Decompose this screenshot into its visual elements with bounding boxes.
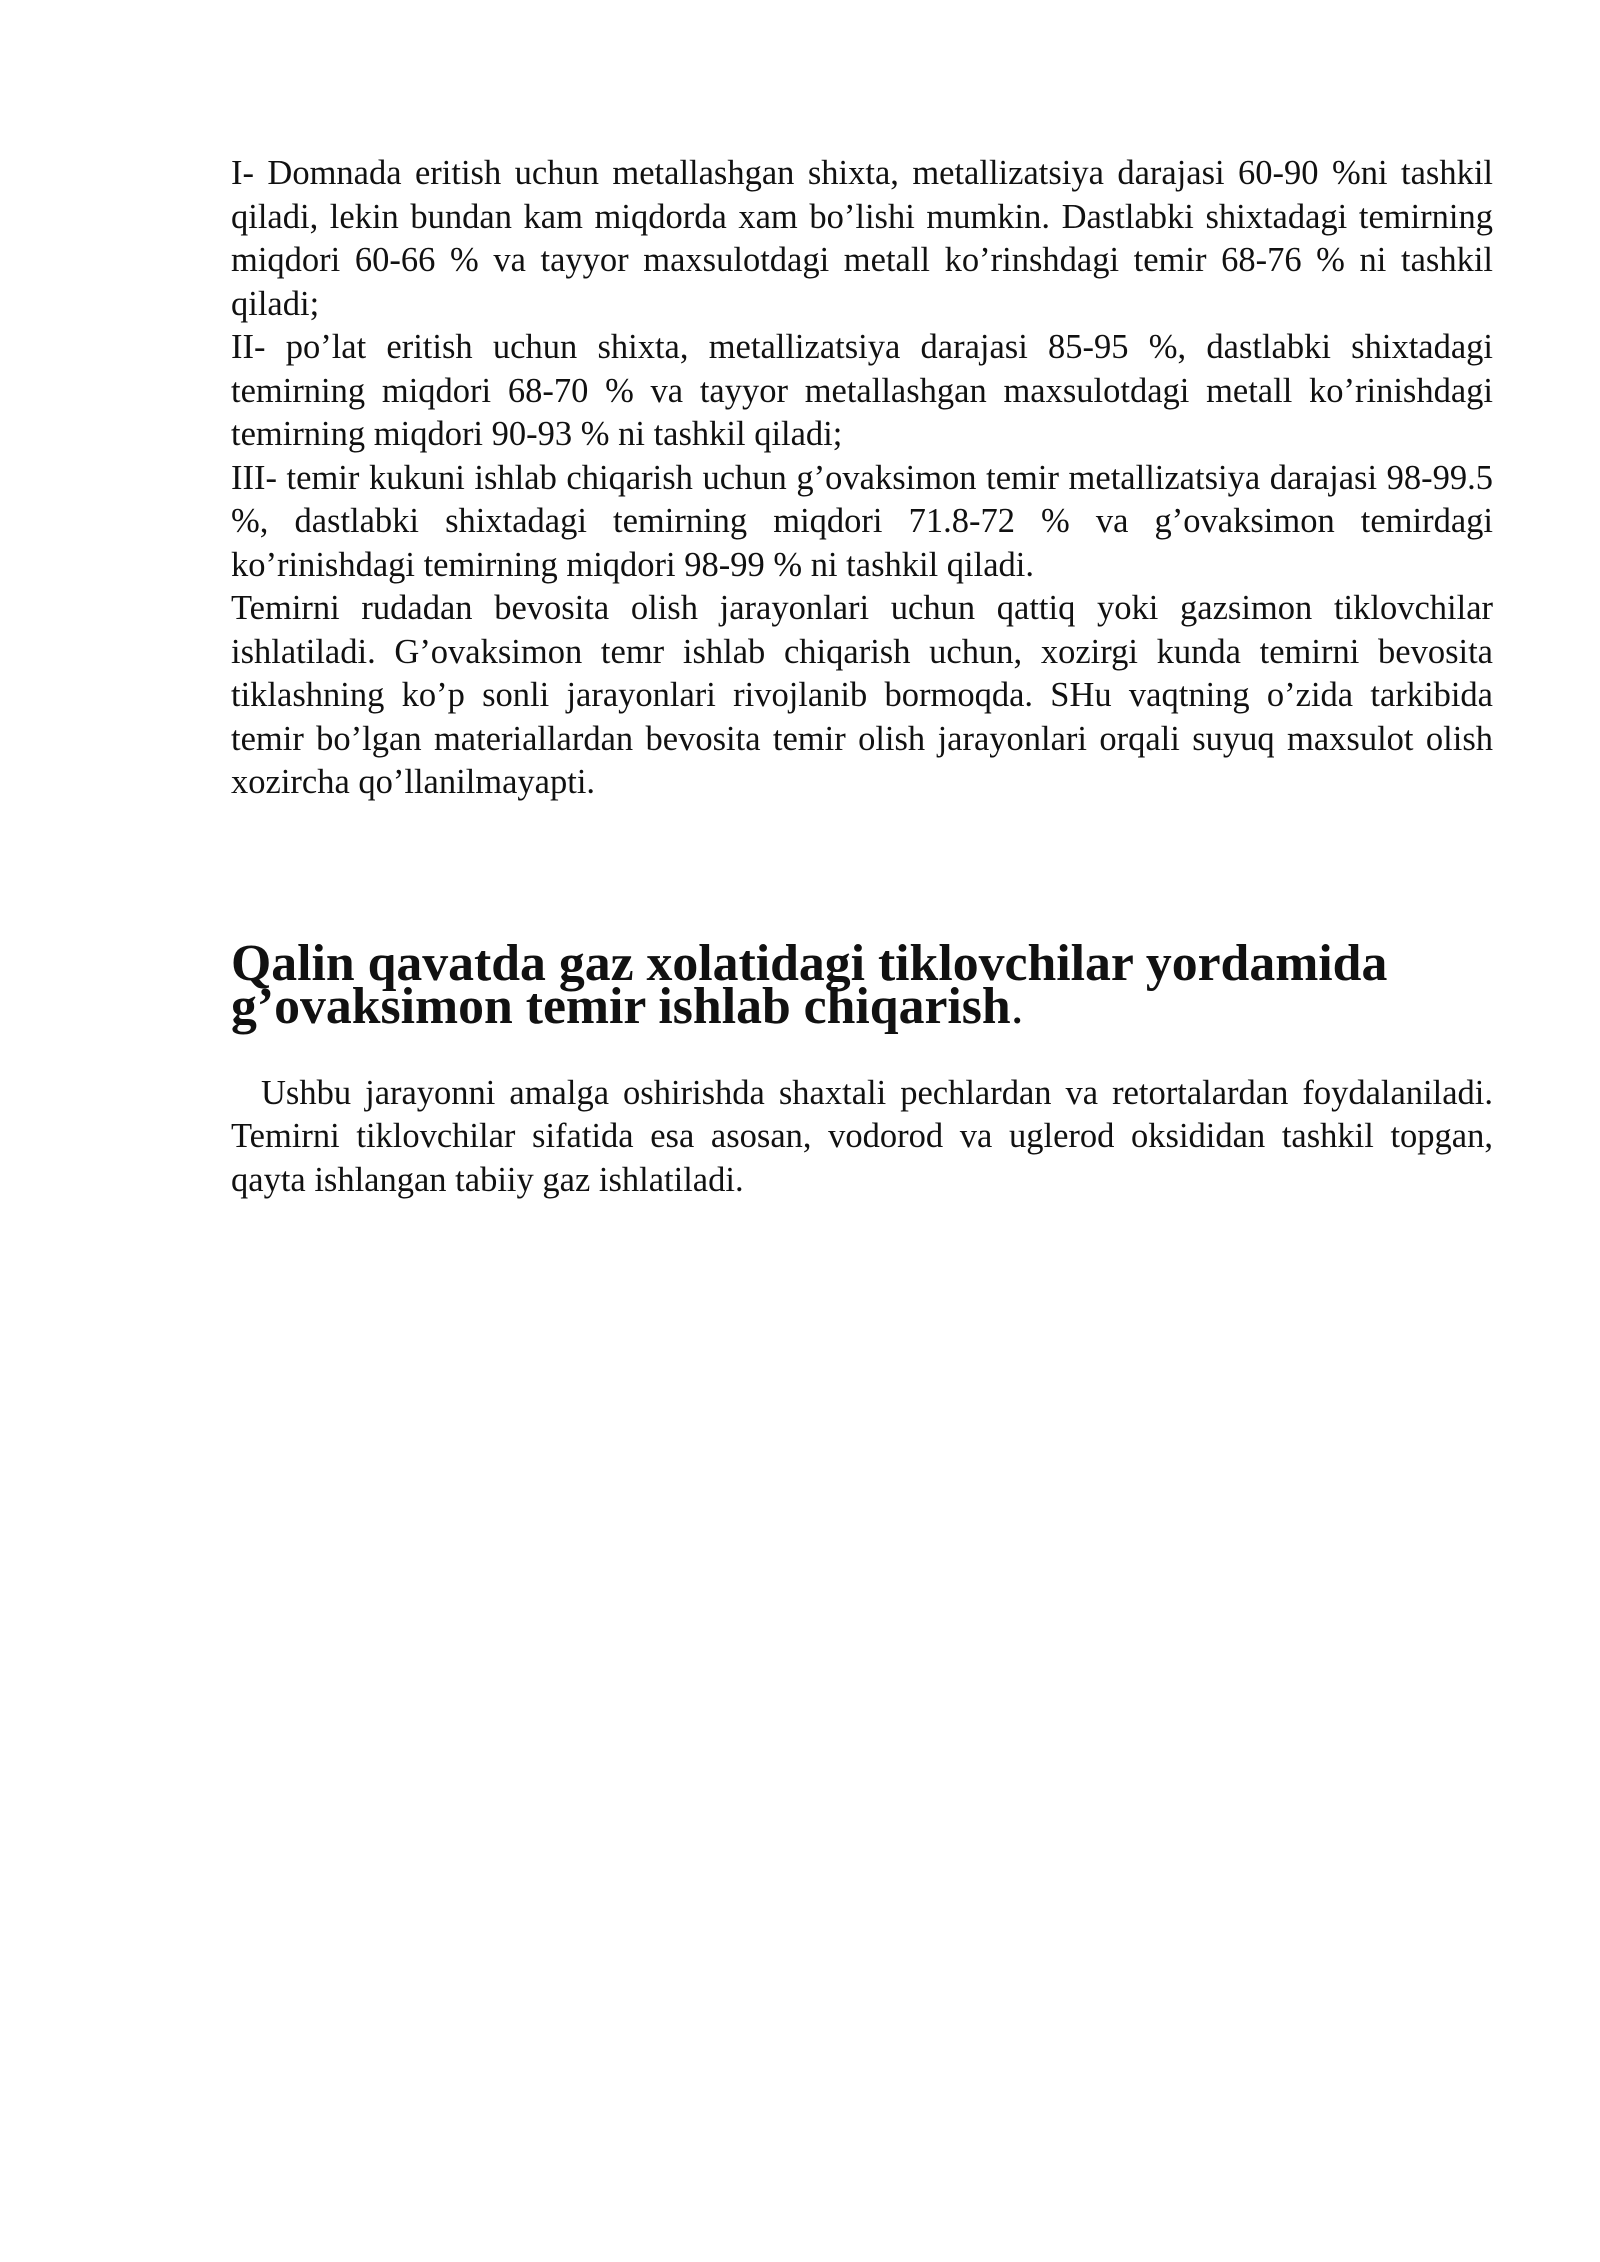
list-item-1: I- Domnada eritish uchun metallashgan shixta, metallizatsiya darajasi 60-90 %ni tashkil qiladi, lekin bundan kam miqdorda xam bo’lishi mumkin. Dastlabki shixtadagi temirning miqdori 60-66 % va tayyor maxsulotdagi metall ko’rinshdagi temir 68-76 % ni tashkil qiladi; [231, 154, 1493, 323]
list-item-2: II- po’lat eritish uchun shixta, metallizatsiya darajasi 85-95 %, dastlabki shixtadagi temirning miqdori 68-70 % va tayyor metallashgan maxsulotdagi metall ko’rinishdagi temirning miqdori 90-93 % ni tashkil qiladi; [231, 328, 1493, 453]
document-page [231, 152, 1493, 1202]
section-heading-text: Qalin qavatda gaz xolatidagi tiklovchilar yordamida g’ovaksimon temir ishlab chiqarish [231, 934, 1388, 1035]
section-heading [231, 934, 1493, 1035]
section-paragraph: Ushbu jarayonni amalga oshirishda shaxtali pechlardan va retortalardan foydalaniladi. Temirni tiklovchilar sifatida esa asosan, vodorod va uglerod oksididan tashkil topgan, qayta ishlangan tabiiy gaz ishlatiladi. [231, 1073, 1493, 1199]
list-item-3: III- temir kukuni ishlab chiqarish uchun g’ovaksimon temir metallizatsiya darajasi 98-99.5 %, dastlabki shixtadagi temirning miqdori 71.8-72 % va g’ovaksimon temirdagi ko’rinishdagi temirning miqdori 98-99 % ni tashkil qiladi. [231, 458, 1493, 584]
section-heading-period: . [1010, 978, 1024, 1035]
intro-paragraph: Temirni rudadan bevosita olish jarayonlari uchun qattiq yoki gazsimon tiklovchilar ishlatiladi. G’ovaksimon temr ishlab chiqarish uchun, xozirgi kunda temirni bevosita tiklashning ko’p sonli jarayonlari rivojlanib bormoqda. SHu vaqtning o’zida tarkibida temir bo’lgan materiallardan bevosita temir olish jarayonlari orqali suyuq maxsulot olish xozircha qo’llanilmayapti. [231, 589, 1493, 801]
